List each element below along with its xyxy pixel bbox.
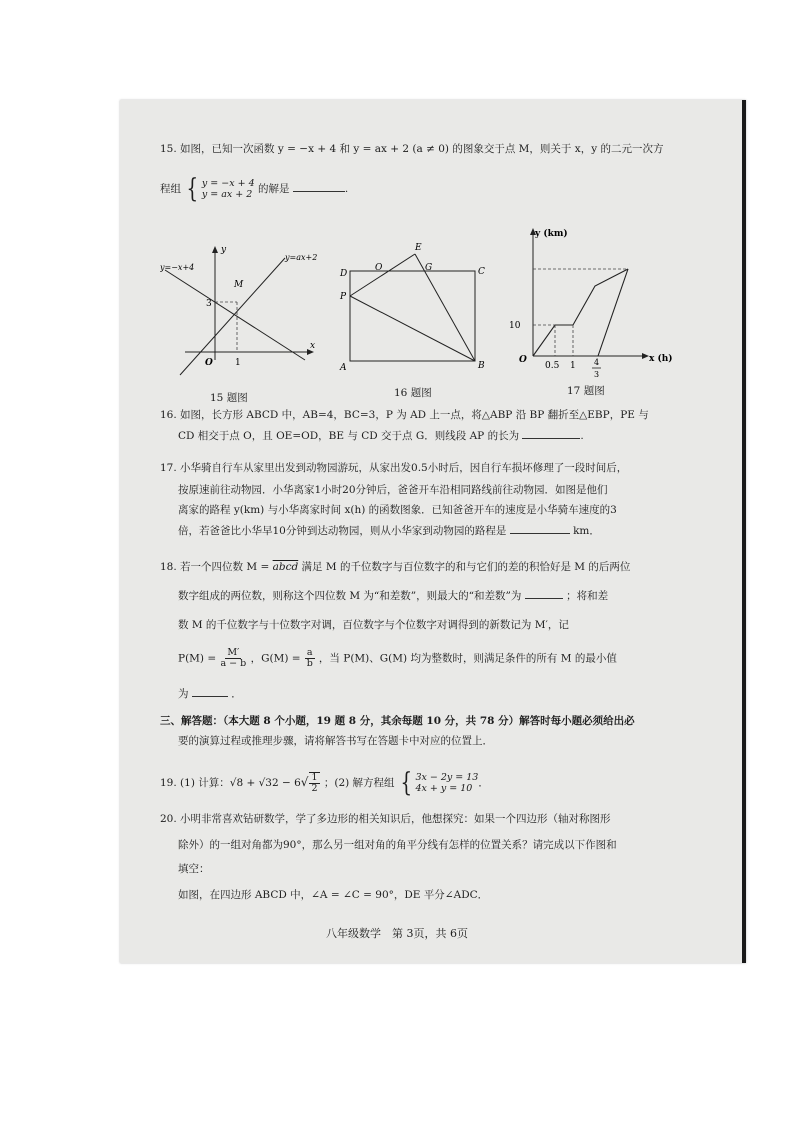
q18-fraction-2 <box>305 648 315 669</box>
answer-blank[interactable] <box>192 686 228 697</box>
question-20-line4: 如图，在四边形 ABCD 中，∠A = ∠C = 90°，DE 平分∠ADC． <box>178 889 489 901</box>
q18-text-a: 18. 若一个四位数 M = <box>160 561 270 573</box>
q18-line4-a: P(M) = <box>178 652 217 665</box>
question-17-line2: 按原速前往动物园．小华离家1小时20分钟后，爸爸开车沿相同路线前往动物园．如图是他们 <box>178 484 608 496</box>
question-18-line5 <box>178 686 738 701</box>
fig16-label-A: A <box>340 363 347 373</box>
q19-eq1: 3x − 2y = 13 <box>415 772 479 783</box>
q15-eq1: y = −x + 4 <box>201 178 255 189</box>
page-footer: 八年级数学 第 3页，共 6页 <box>326 927 468 940</box>
q19-sqrt-den: 2 <box>311 783 318 794</box>
q18-text-b: 满足 M 的千位数字与百位数字的和与它们的差的积恰好是 M 的后两位 <box>301 561 631 573</box>
fig16-label-E: E <box>415 243 422 253</box>
q17-text: 倍，若爸爸比小华早10分钟到达动物园，则从小华家到动物园的路程是 <box>178 525 507 537</box>
q19-end: ． <box>478 777 489 789</box>
q15-suffix: 的解是 <box>257 183 290 195</box>
arrow-right-icon <box>642 353 649 359</box>
question-18-line3: 数 M 的千位数字与十位数字对调，百位数字与个位数字对调得到的新数记为 M′，记 <box>178 619 569 631</box>
frac1-num: M′ <box>227 647 240 658</box>
fig17-tick-10: 10 <box>509 321 521 331</box>
question-20-line3: 填空： <box>178 863 210 875</box>
q19-eq2: 4x + y = 10 <box>415 783 473 794</box>
fig16-label-O: O <box>375 263 383 273</box>
sqrt-icon: √ <box>300 775 309 789</box>
question-18-line4 <box>178 648 738 669</box>
question-16-line2 <box>178 428 738 443</box>
fig15-label-y: y <box>221 245 227 255</box>
frac2-den: b <box>306 658 313 669</box>
fig15-tick-3: 3 <box>206 299 212 309</box>
answer-blank[interactable] <box>522 428 580 439</box>
fig15-label-O: O <box>205 358 213 368</box>
brace-icon: { <box>186 174 199 204</box>
fig16-caption: 16 题图 <box>394 387 432 399</box>
q18-line5-a: 为 <box>178 688 189 700</box>
fig16-label-P: P <box>340 292 347 302</box>
brace-icon: { <box>400 768 412 798</box>
frac2-num: a <box>306 647 313 658</box>
fig17-x-label: x (h) <box>649 354 673 364</box>
question-18-line1 <box>160 560 720 574</box>
section-3-line1: 三、解答题：（本大题 8 个小题，19 题 8 分，其余每题 10 分，共 78 分）解答时每小题必须给出必 <box>160 715 635 727</box>
q19-sqrt-num: 1 <box>311 772 318 783</box>
fig17-tick-1: 1 <box>570 361 576 371</box>
question-18-line2 <box>178 588 738 603</box>
q19-part1: 19. (1) 计算：√8 + √32 − 6 <box>160 777 301 789</box>
figure-17 <box>505 222 690 382</box>
question-16-line1: 16. 如图，长方形 ABCD 中，AB=4，BC=3，P 为 AD 上一点，将△ABP 沿 BP 翻折至△EBP，PE 与 <box>160 409 649 421</box>
fig15-label-x: x <box>310 341 316 351</box>
fig17-tick-4-3-num: 4 <box>594 358 600 367</box>
q18-abcd: abcd <box>272 561 299 573</box>
answer-blank[interactable] <box>525 588 563 599</box>
question-15-line1: 15. 如图，已知一次函数 y = −x + 4 和 y = ax + 2 (a ≠ 0) 的图象交于点 M，则关于 x，y 的二元一次方 <box>160 143 664 155</box>
section-3-line2: 要的演算过程或推理步骤，请将解答书写在答题卡中对应的位置上． <box>178 735 493 747</box>
fig17-origin: O <box>519 355 527 365</box>
fig17-xiaohua-path <box>533 269 628 356</box>
question-20-line2: 除外）的一组对角都为90°，那么另一组对角的角平分线有怎样的位置关系？请完成以下作图和 <box>178 839 617 851</box>
q16-end: . <box>580 430 584 442</box>
frac1-den: a − b <box>220 658 247 669</box>
fig17-y-label: y (km) <box>535 229 568 239</box>
fig16-label-D: D <box>340 269 348 279</box>
fig15-label-M: M <box>234 280 244 290</box>
q15-prefix: 程组 <box>160 183 181 195</box>
answer-blank[interactable] <box>293 181 345 192</box>
fig17-tick-05: 0.5 <box>545 361 560 371</box>
fig16-segment-PE <box>350 254 415 296</box>
question-20-line1: 20. 小明非常喜欢钻研数学，学了多边形的相关知识后，他想探究：如果一个四边形（轴对称图形 <box>160 813 611 825</box>
fig17-caption: 17 题图 <box>567 385 605 397</box>
q18-line2-a: 数字组成的两位数，则称这个四位数 M 为“和差数”，则最大的“和差数”为 <box>178 590 522 602</box>
q18-line4-b: ，G(M) = <box>250 652 301 665</box>
q18-line4-c: ，当 P(M)、G(M) 均为整数时，则满足条件的所有 M 的最小值 <box>318 652 617 665</box>
q19-equation-system <box>398 770 478 796</box>
fig15-tick-1: 1 <box>235 358 241 368</box>
q15-end: . <box>344 183 349 195</box>
figure-16 <box>335 238 495 378</box>
fig16-rectangle <box>350 271 475 361</box>
question-17-line4 <box>178 523 738 538</box>
sheet-edge-shadow <box>742 100 746 963</box>
q15-equation-system <box>184 176 254 202</box>
fig15-line-increasing <box>180 258 285 375</box>
question-15-line2 <box>160 176 720 202</box>
fig16-label-B: B <box>478 361 485 371</box>
q18-line5-b: ． <box>231 688 242 700</box>
q19-sqrt-fraction <box>309 772 319 794</box>
q16-text: CD 相交于点 O，且 OE=OD，BE 与 CD 交于点 G．则线段 AP 的长为 <box>178 430 520 442</box>
q17-unit: km． <box>573 525 600 537</box>
q18-fraction-1 <box>221 648 247 669</box>
q15-eq2: y = ax + 2 <box>201 189 253 200</box>
fig16-label-C: C <box>478 267 485 277</box>
q19-part2: ；(2) 解方程组 <box>323 777 395 789</box>
question-17-line1: 17. 小华骑自行车从家里出发到动物园游玩，从家出发0.5小时后，因自行车损坏修理了一段时间后， <box>160 462 628 474</box>
fig16-label-G: G <box>425 263 433 273</box>
fig15-label-left-line: y=−x+4 <box>160 263 195 272</box>
q18-line2-b: ；将和差 <box>566 590 609 602</box>
question-17-line3: 离家的路程 y(km) 与小华离家时间 x(h) 的函数图象．已知爸爸开车的速度是小华骑车速度的3 <box>178 504 617 516</box>
figure-15 <box>160 240 330 380</box>
answer-blank[interactable] <box>510 523 570 534</box>
arrow-up-icon <box>212 246 218 253</box>
question-19 <box>160 770 720 796</box>
fig15-label-right-line: y=ax+2 <box>285 253 318 262</box>
fig17-tick-4-3-den: 3 <box>594 370 600 379</box>
fig15-caption: 15 题图 <box>210 392 248 404</box>
